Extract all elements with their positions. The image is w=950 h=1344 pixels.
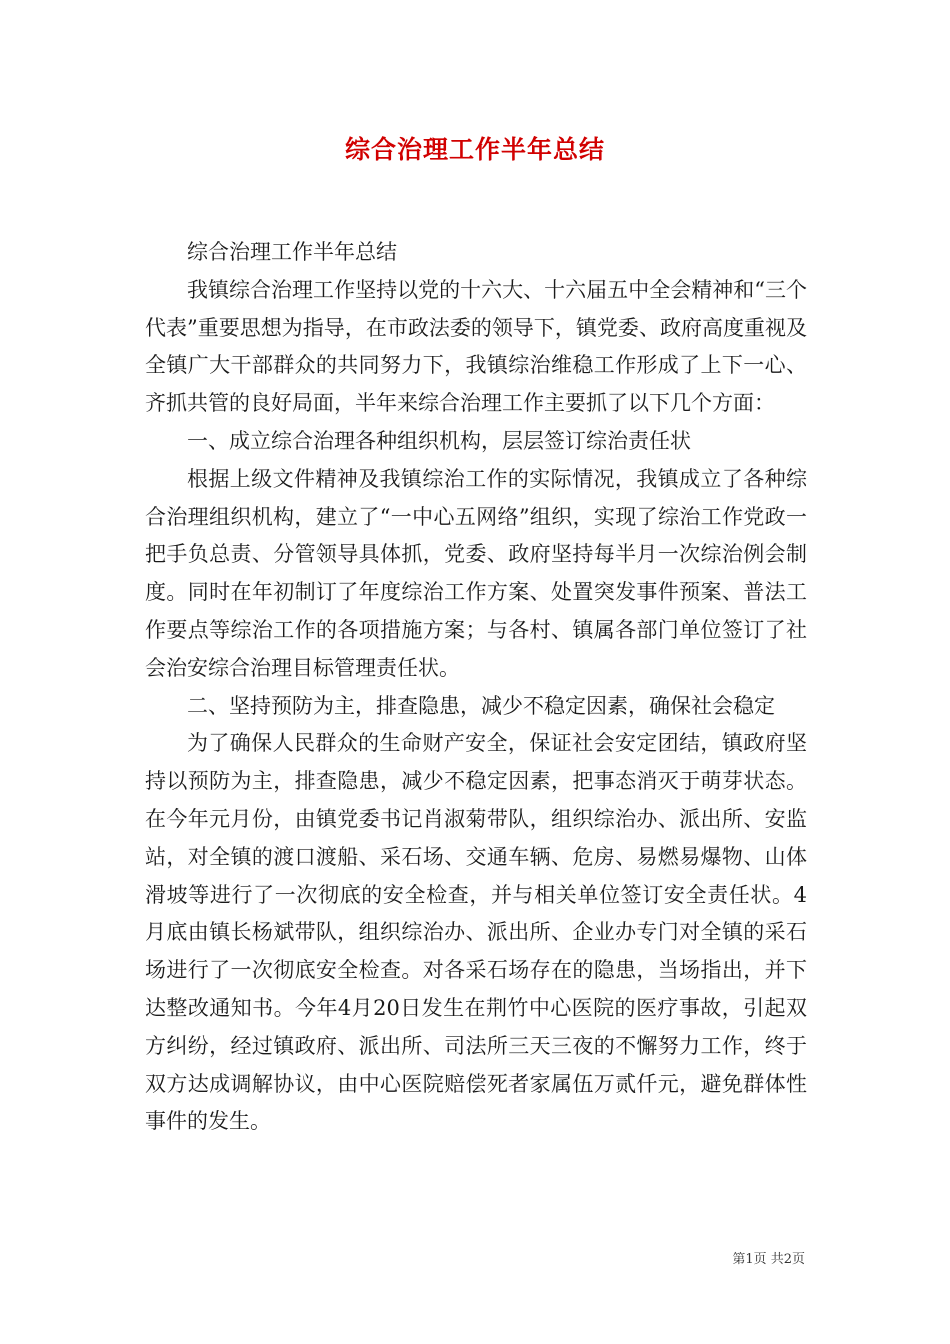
paragraph-intro: 我镇综合治理工作坚持以党的十六大、十六届五中全会精神和“三个代表”重要思想为指导，在市政法委的领导下，镇党委、政府高度重视及全镇广大干部群众的共同努力下，我镇综治维稳工作形成了上下一心、齐抓共管的良好局面，半年来综合治理工作主要抓了以下几个方面： (145, 277, 807, 416)
paragraph-heading: 综合治理工作半年总结 (187, 240, 397, 264)
section-heading-2: 二、坚持预防为主，排查隐患，减少不稳定因素，确保社会稳定 (187, 693, 775, 718)
document-title: 综合治理工作半年总结 (344, 135, 605, 164)
page-number: 第1页 共2页 (732, 1252, 805, 1267)
paragraph-section-2: 为了确保人民群众的生命财产安全，保证社会安定团结，镇政府坚持以预防为主，排查隐患，减少不稳定因素，把事态消灭于萌芽状态。在今年元月份，由镇党委书记肖淑菊带队，组织综治办、派出所、安监站，对全镇的渡口渡船、采石场、交通车辆、危房、易燃易爆物、山体滑坡等进行了一次彻底的安全检查，并与相关单位签订安全责任状。4月底由镇长杨斌带队，组织综治办、派出所、企业办专门对全镇的采石场进行了一次彻底安全检查。对各采石场存在的隐患，当场指出，并下达整改通知书。今年4月20日发生在荆竹中心医院的医疗事故，引起双方纠纷，经过镇政府、派出所、司法所三天三夜的不懈努力工作，终于双方达成调解协议，由中心医院赔偿死者家属伍万贰仟元，避免群体性事件的发生。 (145, 731, 807, 1134)
section-heading-1: 一、成立综合治理各种组织机构，层层签订综治责任状 (187, 428, 691, 453)
document-body (145, 234, 807, 1141)
paragraph-section-1: 根据上级文件精神及我镇综治工作的实际情况，我镇成立了各种综合治理组织机构，建立了“一中心五网络”组织，实现了综治工作党政一把手负总责、分管领导具体抓，党委、政府坚持每半月一次综治例会制度。同时在年初制订了年度综治工作方案、处置突发事件预案、普法工作要点等综治工作的各项措施方案；与各村、镇属各部门单位签订了社会治安综合治理目标管理责任状。 (145, 466, 807, 680)
